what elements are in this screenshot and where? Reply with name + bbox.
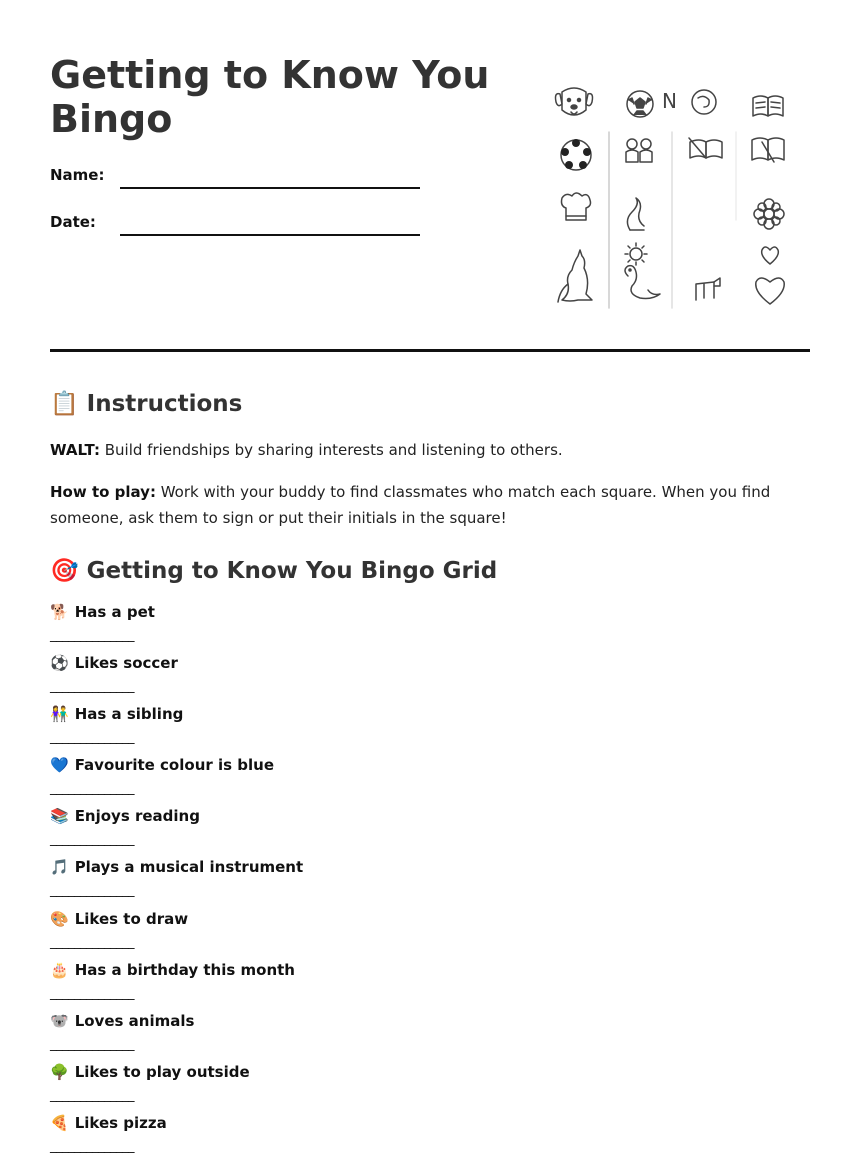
- bingo-item-emoji-icon: 🍕: [50, 1113, 69, 1132]
- bingo-grid-heading-text: Getting to Know You Bingo Grid: [86, 558, 498, 584]
- bingo-item-text: Likes soccer: [74, 654, 178, 673]
- section-divider: [50, 349, 810, 352]
- bingo-item: [50, 1009, 810, 1060]
- bingo-item: [50, 1060, 810, 1111]
- bingo-item-text: Favourite colour is blue: [74, 756, 275, 775]
- bingo-item-emoji-icon: 📚: [50, 807, 69, 826]
- instructions-heading-text: Instructions: [86, 391, 243, 417]
- date-label: Date:: [50, 213, 96, 231]
- bingo-item-emoji-icon: 🐨: [50, 1011, 69, 1030]
- bingo-item-label: [50, 958, 295, 982]
- signature-blank[interactable]: ______________: [50, 1087, 134, 1103]
- heart-icon: [762, 247, 779, 264]
- bingo-item-text: Has a pet: [74, 603, 155, 621]
- flag-icon: [696, 278, 720, 300]
- bingo-item-list: [50, 600, 810, 1162]
- spiral-icon: [692, 90, 716, 114]
- duck-icon: [625, 266, 660, 299]
- bingo-item-emoji-icon: 🐕: [50, 603, 69, 621]
- seal-icon: [627, 198, 644, 230]
- bingo-item-label: [50, 1009, 194, 1033]
- bingo-item-emoji-icon: 💙: [50, 756, 69, 775]
- bingo-item-label: [50, 855, 303, 879]
- soccer-ball-icon: [627, 91, 653, 117]
- bingo-item-text: Has a sibling: [74, 705, 184, 724]
- bingo-item: [50, 907, 810, 958]
- bingo-item-label: [50, 907, 188, 931]
- bingo-item-label: [50, 1111, 167, 1135]
- page-title: Getting to Know You Bingo: [50, 53, 490, 141]
- bingo-item-text: Has a birthday this month: [74, 960, 295, 979]
- name-label: Name:: [50, 166, 105, 184]
- bingo-item-text: Plays a musical instrument: [74, 858, 304, 877]
- bingo-item-text: Loves animals: [74, 1011, 195, 1030]
- signature-blank[interactable]: ______________: [50, 628, 134, 643]
- bingo-item-emoji-icon: ⚽: [50, 654, 69, 673]
- open-book-icon: [753, 96, 783, 116]
- heart-icon: [756, 278, 784, 304]
- walt-label: WALT:: [50, 441, 100, 459]
- bingo-item: [50, 600, 810, 651]
- how-to-play-label: How to play:: [50, 483, 156, 501]
- bingo-item-label: [50, 600, 155, 624]
- signature-blank[interactable]: ______________: [50, 883, 134, 899]
- bingo-item-emoji-icon: 🌳: [50, 1062, 69, 1081]
- signature-blank[interactable]: ______________: [50, 730, 134, 746]
- bingo-item: [50, 855, 810, 906]
- target-icon: 🎯: [50, 558, 79, 584]
- signature-blank[interactable]: ______________: [50, 679, 134, 695]
- bingo-item-text: Likes to play outside: [74, 1062, 250, 1081]
- signature-blank[interactable]: ______________: [50, 985, 134, 1001]
- book-pencil-icon: [752, 138, 784, 162]
- bingo-item-text: Likes pizza: [74, 1113, 167, 1132]
- bingo-illustration: [548, 80, 798, 312]
- signature-blank[interactable]: ______________: [50, 832, 134, 848]
- bingo-item: [50, 753, 810, 804]
- walt-paragraph: [50, 437, 810, 463]
- bingo-item-label: [50, 753, 274, 777]
- children-icon: [626, 139, 652, 162]
- signature-blank[interactable]: ______________: [50, 781, 134, 797]
- instructions-heading: [50, 389, 242, 419]
- bingo-item-emoji-icon: 👫: [50, 705, 69, 724]
- kangaroo-icon: [558, 250, 592, 302]
- date-field-line[interactable]: [120, 234, 420, 236]
- how-to-play-paragraph: [50, 479, 810, 531]
- bingo-item-emoji-icon: 🎂: [50, 960, 69, 979]
- bingo-grid-heading: [50, 556, 497, 586]
- bingo-item-label: [50, 804, 200, 828]
- bingo-item: [50, 702, 810, 753]
- bingo-item-text: Likes to draw: [74, 909, 189, 928]
- bingo-item-label: [50, 702, 183, 726]
- sun-icon: [625, 243, 647, 265]
- bingo-item-label: [50, 651, 178, 675]
- signature-blank[interactable]: ______________: [50, 1036, 134, 1052]
- clipboard-icon: 📋: [50, 391, 79, 417]
- bingo-item-emoji-icon: 🎵: [50, 858, 69, 877]
- name-field-line[interactable]: [120, 187, 420, 189]
- chef-hat-icon: [562, 193, 591, 220]
- signature-blank[interactable]: ______________: [50, 1138, 134, 1154]
- bingo-item: [50, 651, 810, 702]
- dog-icon: [556, 88, 593, 115]
- signature-blank[interactable]: ______________: [50, 934, 134, 950]
- how-to-play-text: Work with your buddy to find classmates who match each square. When you find someone, ask them to sign or put their initials in the square!: [50, 483, 771, 527]
- bingo-item: [50, 804, 810, 855]
- soccer-ball-icon: [561, 139, 591, 170]
- bingo-item: [50, 958, 810, 1009]
- bingo-item-emoji-icon: 🎨: [50, 909, 69, 928]
- bingo-item: [50, 1111, 810, 1162]
- flower-icon: [754, 199, 784, 229]
- bingo-item-label: [50, 1060, 250, 1084]
- book-pencil-icon: [689, 138, 722, 158]
- bingo-item-text: Enjoys reading: [74, 807, 200, 826]
- walt-text: Build friendships by sharing interests and listening to others.: [99, 441, 563, 459]
- artwork-letter: N: [662, 89, 677, 113]
